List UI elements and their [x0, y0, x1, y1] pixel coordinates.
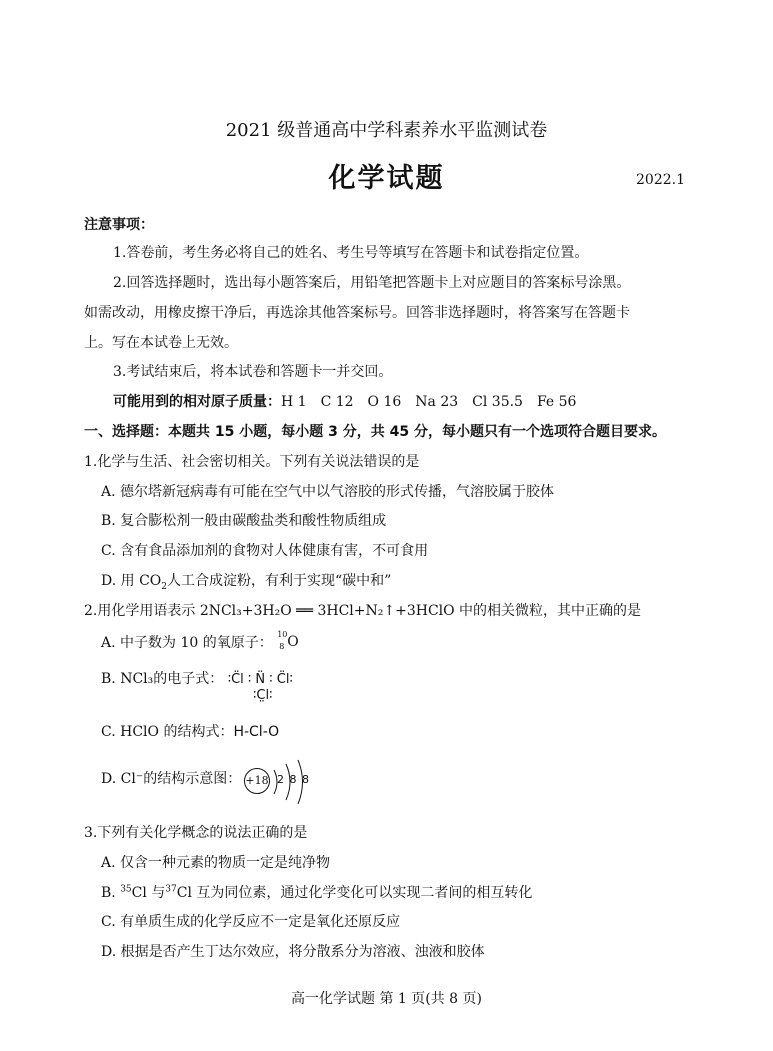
exam-date: 2022.1: [636, 172, 685, 188]
q2-option-c-label: C. HClO 的结构式：: [101, 724, 234, 740]
q2-stem: [84, 600, 641, 620]
section-1-heading: 一、选择题：本题共 15 小题，每小题 3 分，共 45 分，每小题只有一个选项符合题目要求。: [84, 424, 666, 440]
notice-item-1: 1.答卷前，考生务必将自己的姓名、考生号等填写在答题卡和试卷指定位置。: [113, 245, 589, 261]
q3-stem: 3.下列有关化学概念的说法正确的是: [84, 825, 308, 841]
q1-option-c: C. 含有食品添加剂的食物对人体健康有害，不可食用: [101, 543, 429, 559]
q2-option-a-label: A. 中子数为 10 的氧原子：: [101, 635, 273, 651]
q2-equation: 2NCl₃+3H₂O ══ 3HCl+N₂↑+3HClO: [199, 603, 455, 619]
q2-stem-suffix: 中的相关微粒，其中正确的是: [454, 603, 642, 619]
q3-option-b-sup-2: 37: [165, 884, 177, 895]
q1-option-a: A. 德尔塔新冠病毒有可能在空气中以气溶胶的形式传播，气溶胶属于胶体: [101, 484, 555, 500]
q3-option-b: [101, 882, 532, 902]
q3-option-b-mid: Cl 与: [131, 885, 166, 901]
q1-option-d-sub: 2: [161, 581, 167, 592]
q3-option-b-pre: B.: [101, 885, 121, 901]
q1-stem: 1.化学与生活、社会密切相关。下列有关说法错误的是: [84, 454, 420, 470]
q3-option-d: D. 根据是否产生丁达尔效应，将分散系分为溶液、浊液和胶体: [101, 944, 485, 960]
notice-item-2-line-3: 上。写在本试卷上无效。: [84, 335, 238, 351]
q2-stem-prefix: 2.用化学用语表示: [84, 603, 200, 619]
notice-item-3: 3.考试结束后，将本试卷和答题卡一并交回。: [113, 364, 393, 380]
structural-formula: H-Cl-O: [233, 724, 280, 740]
q3-option-b-post: Cl 互为同位素，通过化学变化可以实现二者间的相互转化: [176, 885, 533, 901]
q3-option-a: A. 仅含一种元素的物质一定是纯净物: [101, 855, 331, 871]
q3-option-c: C. 有单质生成的化学反应不一定是氧化还原反应: [101, 914, 401, 930]
atomic-mass-line: [113, 391, 576, 411]
electron-dot-formula-row-1: ∶C̈l ∶ N̈ ∶ C̈l∶: [227, 672, 293, 687]
q2-option-c: [101, 721, 279, 741]
q1-option-d-post: 人工合成淀粉，有利于实现“碳中和”: [167, 573, 392, 589]
atomic-mass-label: 可能用到的相对原子质量：: [113, 394, 281, 410]
exam-title: 2021 级普通高中学科素养水平监测试卷: [225, 120, 548, 141]
nuclide-symbol: O: [287, 634, 299, 650]
atomic-mass-values: H 1 C 12 O 16 Na 23 Cl 35.5 Fe 56: [281, 394, 577, 410]
nuclide-mass-number: 10: [277, 630, 288, 639]
notice-item-2-line-1: 2.回答选择题时，选出每小题答案后，用铅笔把答题卡上对应题目的答案标号涂黑。: [113, 275, 631, 291]
cl-ion-structure-diagram: [244, 758, 324, 806]
q1-option-d: [101, 570, 391, 592]
electron-dot-formula-row-2: ∶C̤l∶: [253, 688, 273, 703]
nuclide-notation: [277, 630, 299, 652]
subject-title: 化学试题: [328, 163, 445, 194]
q2-option-d: [101, 768, 241, 788]
q2-option-d-label: D. Cl⁻的结构示意图：: [101, 771, 242, 787]
electron-shell-counts: 2 8 8: [277, 773, 309, 786]
nucleus-circle: +18: [244, 768, 270, 794]
q2-option-b-label: B. NCl₃的电子式：: [101, 671, 224, 687]
q2-option-b: [101, 668, 293, 688]
nuclide-atomic-number: 8: [279, 642, 285, 651]
q2-option-a: [101, 632, 299, 652]
q1-option-d-pre: D. 用 CO: [101, 573, 162, 589]
notice-heading: 注意事项：: [84, 217, 154, 233]
q3-option-b-sup-1: 35: [120, 884, 132, 895]
q1-option-b: B. 复合膨松剂一般由碳酸盐类和酸性物质组成: [101, 513, 387, 529]
page-footer: 高一化学试题 第 1 页(共 8 页): [291, 991, 482, 1007]
notice-item-2-line-2: 如需改动，用橡皮擦干净后，再选涂其他答案标号。回答非选择题时，将答案写在答题卡: [84, 305, 630, 321]
